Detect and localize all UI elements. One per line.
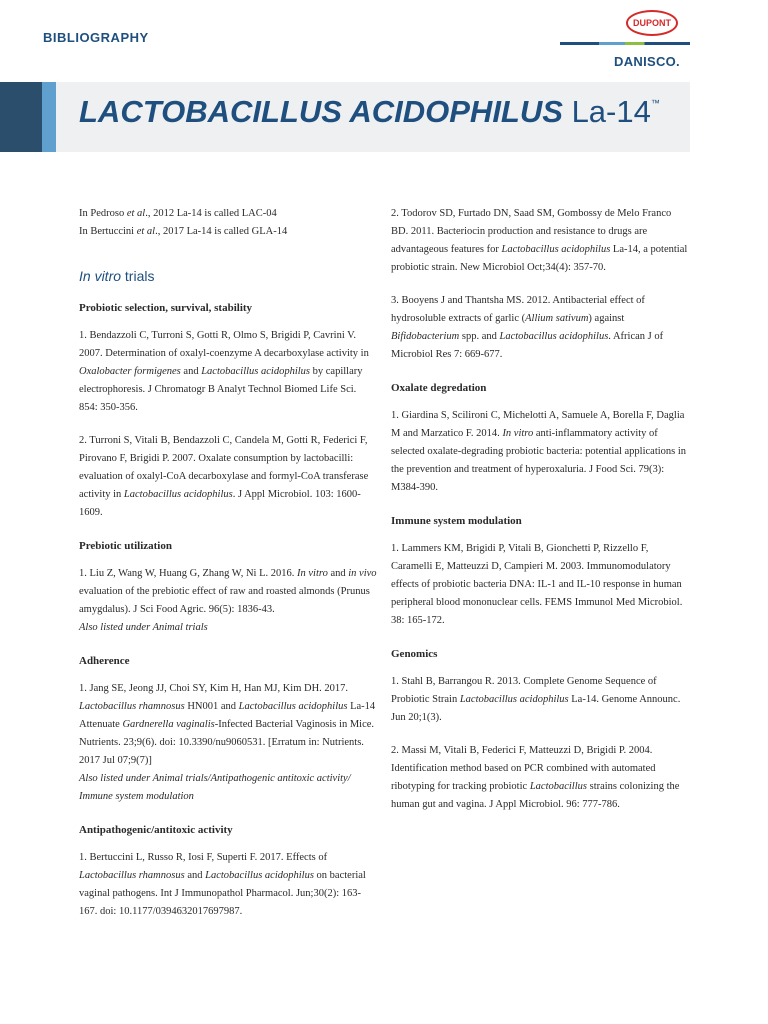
right-column xyxy=(391,205,691,829)
decorative-stripe xyxy=(560,42,690,45)
reference-item: 2. Turroni S, Vitali B, Bendazzoli C, Candela M, Gotti R, Federici F, Pirovano F, Brigidi P. 2007. Oxalate consumption by lactobacilli: evaluation of oxalyl-CoA decarboxylase and formyl-CoA transferase activity in Lactobacillus acidophilus. J Appl Microbiol. 103: 1600-1609. xyxy=(79,435,369,518)
reference-note: Also listed under Animal trials/Antipathogenic antitoxic activity/ Immune system modulation xyxy=(79,773,351,802)
title-rest: La-14 xyxy=(571,94,651,129)
title-bar-dark xyxy=(0,82,42,152)
bibliography-label: BIBLIOGRAPHY xyxy=(43,30,149,45)
reference-item: 1. Giardina S, Scilironi C, Michelotti A, Samuele A, Borella F, Daglia M and Marzatico F. 2014. In vitro anti-inflammatory activity of selected oxalate-degrading probiotic bacteria: potential applications in the prevention and treatment of hyperoxaluria. J Food Sci. 79(3): M384-390. xyxy=(391,410,687,493)
subheading-immune: Immune system modulation xyxy=(391,515,522,527)
reference-item: 1. Stahl B, Barrangou R. 2013. Complete Genome Sequence of Probiotic Strain Lactobacillus acidophilus La-14. Genome Announc. Jun 20;1(3). xyxy=(391,676,681,723)
intro xyxy=(79,205,377,241)
left-column xyxy=(79,205,377,936)
subheading-antipathogenic: Antipathogenic/antitoxic activity xyxy=(79,824,233,836)
reference-item: 2. Massi M, Vitali B, Federici F, Matteuzzi D, Brigidi P. 2004. Identification method based on PCR combined with automated ribotyping for tracking probiotic Lactobacillus strains colonizing the human gut and vagina. J Appl Microbiol. 96: 777-786. xyxy=(391,745,680,810)
dupont-logo: DUPONT xyxy=(626,10,678,36)
title-bar-light xyxy=(42,82,56,152)
trademark: ™ xyxy=(650,98,660,108)
reference-item: 1. Lammers KM, Brigidi P, Vitali B, Gionchetti P, Rizzello F, Caramelli E, Matteuzzi D, Campieri M. 2003. Immunomodulatory effects of probiotic bacteria DNA: IL-1 and IL-10 response in human peripheral blood mononuclear cells. FEMS Immunol Med Microbiol. 38: 165-172. xyxy=(391,543,683,626)
intro-line-2: In Bertuccini et al., 2017 La-14 is called GLA-14 xyxy=(79,226,288,237)
title-italic: LACTOBACILLUS ACIDOPHILUS xyxy=(79,94,563,129)
subheading-probiotic: Probiotic selection, survival, stability xyxy=(79,302,253,314)
reference-item: 1. Bertuccini L, Russo R, Iosi F, Superti F. 2017. Effects of Lactobacillus rhamnosus and Lactobacillus acidophilus on bacterial vaginal pathogens. Int J Immunopathol Pharmacol. Jun;30(2): 163-167. doi: 10.1177/0394632017697987. xyxy=(79,852,366,917)
subheading-adherence: Adherence xyxy=(79,655,130,667)
reference-item: 2. Todorov SD, Furtado DN, Saad SM, Gombossy de Melo Franco BD. 2011. Bacteriocin production and resistance to drugs are advantageous features for Lactobacillus acidophilus La-14, a potential probiotic strain. New Microbiol Oct;34(4): 357-70. xyxy=(391,208,688,273)
intro-line-1: In Pedroso et al., 2012 La-14 is called LAC-04 xyxy=(79,208,277,219)
subheading-prebiotic: Prebiotic utilization xyxy=(79,540,172,552)
reference-note: Also listed under Animal trials xyxy=(79,622,208,633)
reference-item: 1. Bendazzoli C, Turroni S, Gotti R, Olmo S, Brigidi P, Cavrini V. 2007. Determination of oxalyl-coenzyme A decarboxylase activity in Oxalobacter formigenes and Lactobacillus acidophilus by capillary electrophoresis. J Chromatogr B Analyt Technol Biomed Life Sci. 854: 350-356. xyxy=(79,330,369,413)
reference-item: 1. Jang SE, Jeong JJ, Choi SY, Kim H, Han MJ, Kim DH. 2017. Lactobacillus rhamnosus HN001 and Lactobacillus acidophilus La-14 Attenuate Gardnerella vaginalis-Infected Bacterial Vaginosis in Mice. Nutrients. 23;9(6). doi: 10.3390/nu9060531. [Erratum in: Nutrients. 2017 Jul 07;9(7)] Also listed under Animal trials/Antipathogenic antitoxic activity/ Immune system modulation xyxy=(79,683,376,802)
subheading-oxalate: Oxalate degredation xyxy=(391,382,487,394)
reference-item: 1. Liu Z, Wang W, Huang G, Zhang W, Ni L. 2016. In vitro and in vivo evaluation of the prebiotic effect of raw and roasted almonds (Prunus amygdalus). J Sci Food Agric. 96(5): 1836-43. Also listed under Animal trials xyxy=(79,568,377,633)
section-title-in-vitro: In vitro trials xyxy=(79,268,155,284)
page-title xyxy=(79,94,660,130)
subheading-genomics: Genomics xyxy=(391,648,438,660)
danisco-logo: DANISCO. xyxy=(614,54,680,69)
reference-item: 3. Booyens J and Thantsha MS. 2012. Antibacterial effect of hydrosoluble extracts of garlic (Allium sativum) against Bifidobacterium spp. and Lactobacillus acidophilus. African J of Microbiol Res 7: 669-677. xyxy=(391,295,664,360)
